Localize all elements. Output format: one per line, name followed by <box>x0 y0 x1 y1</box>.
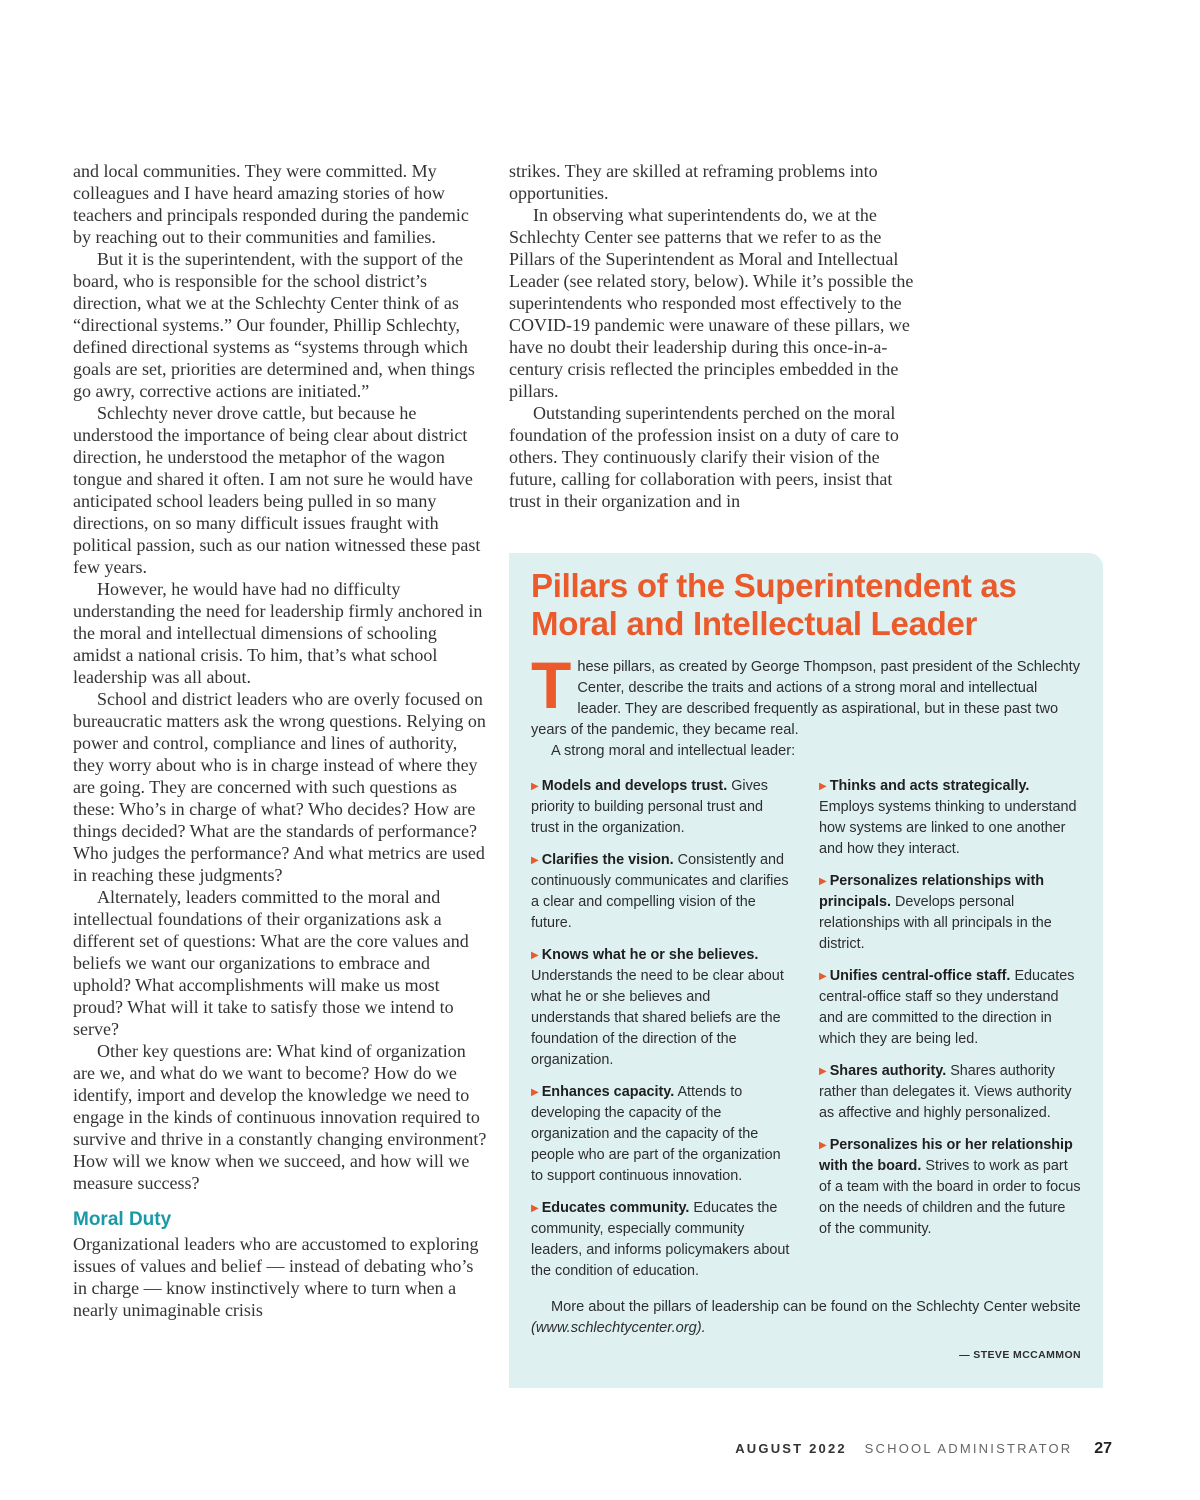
triangle-bullet-icon: ▶ <box>819 971 827 982</box>
paragraph: Alternately, leaders committed to the moral and intellectual foundations of their organizations ask a different set of questions: What are the core values and beliefs we want our organizations to embrace and uphold? What accomplishments will make us most proud? What will it take to satisfy those we intend to serve? <box>73 887 469 1039</box>
pillar-text: Employs systems thinking to understand how systems are linked to one another and how they interact. <box>819 799 1077 857</box>
paragraph: In observing what superintendents do, we at the Schlechty Center see patterns that we refer to as the Pillars of the Superintendent as Moral and Intellectual Leader (see related story, below). While it’s possible the superintendents who responded most effectively to the COVID-19 pandemic were unaware of these pillars, we have no doubt their leadership during this once-in-a-century crisis reflected the principles embedded in the pillars. <box>509 205 914 401</box>
paragraph: Schlechty never drove cattle, but because he understood the importance of being clear about district direction, he understood the metaphor of the wagon tongue and shared it often. I am not sure he would have anticipated school leaders being pulled in so many directions, on so many difficult issues fraught with political passion, such as our nation witnessed these past few years. <box>73 403 481 577</box>
paragraph: Other key questions are: What kind of organization are we, and what do we want to become? How do we identify, import and develop the knowledge we need to engage in the kinds of continuous innovation required to survive and thrive in a constantly changing environment? How will we know when we succeed, and how will we measure success? <box>73 1041 487 1193</box>
pillar-item <box>819 871 1081 955</box>
paragraph: School and district leaders who are overly focused on bureaucratic matters ask the wrong questions. Relying on power and control, compliance and lines of authority, they worry about who is in charge instead of where they are going. They are concerned with such questions as these: Who’s in charge of what? Who decides? How are things decided? What are the standards of performance? Who judges the performance? And what metrics are used in reaching these judgments? <box>73 689 486 885</box>
triangle-bullet-icon: ▶ <box>819 781 827 792</box>
paragraph: However, he would have had no difficulty understanding the need for leadership firmly anchored in the moral and intellectual dimensions of schooling amidst a national crisis. To him, that’s what school leadership was all about. <box>73 579 483 687</box>
pillar-text: Gives priority to building personal trust and trust in the organization. <box>531 778 769 836</box>
pillar-title: Personalizes his or her relationship with the board. <box>819 1137 1073 1174</box>
article-left-column <box>73 160 488 1321</box>
sidebar-lead: A strong moral and intellectual leader: <box>551 743 796 759</box>
pillar-title: Personalizes relationships with principals. <box>819 873 1045 910</box>
footer-magazine: SCHOOL ADMINISTRATOR <box>864 1441 1073 1456</box>
pillar-title: Clarifies the vision. <box>541 852 674 868</box>
website-url[interactable]: (www.schlechtycenter.org). <box>531 1320 706 1336</box>
pillar-item <box>531 1198 793 1282</box>
pillar-column-right <box>819 776 1081 1293</box>
triangle-bullet-icon: ▶ <box>819 1066 827 1077</box>
sidebar-intro-text: hese pillars, as created by George Thompson, past president of the Schlechty Center, describe the traits and actions of a strong moral and intellectual leader. They are described frequently as aspirational, but in these past two years of the pandemic, they became real. <box>531 659 1081 738</box>
pillar-text: Develops personal relationships with all principals in the district. <box>819 894 1052 952</box>
pillar-column-left <box>531 776 793 1293</box>
pillar-text: Strives to work as part of a team with the board in order to focus on the needs of children and the future of the community. <box>819 1158 1081 1237</box>
pillar-item <box>531 850 793 934</box>
sidebar-more-info <box>531 1297 1081 1339</box>
pillar-item <box>531 1082 793 1187</box>
page-footer <box>735 1440 1112 1458</box>
pillar-item <box>531 776 793 839</box>
paragraph: and local communities. They were committed. My colleagues and I have heard amazing stories of how teachers and principals responded during the pandemic by reaching out to their communities and families. <box>73 161 469 247</box>
pillar-title: Enhances capacity. <box>541 1084 675 1100</box>
dropcap: T <box>531 648 572 722</box>
sidebar-title: Pillars of the Superintendent as Moral and Intellectual Leader <box>531 567 1017 642</box>
pillar-text: Shares authority rather than delegates it. Views authority as affective and highly personalized. <box>819 1063 1072 1121</box>
pillar-title: Shares authority. <box>829 1063 947 1079</box>
triangle-bullet-icon: ▶ <box>531 950 539 961</box>
footer-issue: AUGUST 2022 <box>735 1441 847 1456</box>
triangle-bullet-icon: ▶ <box>531 1203 539 1214</box>
pillar-text: Educates the community, especially community leaders, and informs policymakers about the condition of education. <box>531 1200 790 1279</box>
article-right-column <box>509 160 927 512</box>
pillar-title: Models and develops trust. <box>541 778 728 794</box>
triangle-bullet-icon: ▶ <box>531 855 539 866</box>
pillar-text: Attends to developing the capacity of the organization and the capacity of the people who are part of the organization to support continuous innovation. <box>531 1084 781 1184</box>
paragraph: Outstanding superintendents perched on the moral foundation of the profession insist on a duty of care to others. They continuously clarify their vision of the future, calling for collaboration with peers, insist that trust in their organization and in <box>509 403 899 511</box>
sidebar-intro <box>531 648 1081 741</box>
triangle-bullet-icon: ▶ <box>819 876 827 887</box>
pillar-text: Educates central-office staff so they understand and are committed to the direction in which they are being led. <box>819 968 1075 1047</box>
pillar-columns <box>531 776 1081 1293</box>
pillar-title: Educates community. <box>541 1200 690 1216</box>
pillar-title: Thinks and acts strategically. <box>829 778 1030 794</box>
paragraph: But it is the superintendent, with the support of the board, who is responsible for the school district’s direction, what we at the Schlechty Center think of as “directional systems.” Our founder, Phillip Schlechty, defined directional systems as “systems through which goals are set, priorities are determined and, when things go awry, corrective actions are initiated.” <box>73 249 475 401</box>
pillar-item <box>819 1061 1081 1124</box>
page-number: 27 <box>1094 1440 1112 1457</box>
pillar-item <box>819 1135 1081 1240</box>
triangle-bullet-icon: ▶ <box>531 1087 539 1098</box>
byline: — STEVE MCCAMMON <box>959 1349 1081 1361</box>
pillar-text: Understands the need to be clear about what he or she believes and understands that shared beliefs are the foundation of the direction of the organization. <box>531 968 784 1068</box>
pillar-item <box>819 966 1081 1050</box>
pillar-text: Consistently and continuously communicates and clarifies a clear and compelling vision of the future. <box>531 852 789 931</box>
pillar-title: Unifies central-office staff. <box>829 968 1011 984</box>
triangle-bullet-icon: ▶ <box>819 1140 827 1151</box>
section-subhead: Moral Duty <box>73 1209 172 1230</box>
pillar-item <box>531 945 793 1071</box>
paragraph: strikes. They are skilled at reframing problems into opportunities. <box>509 161 878 203</box>
paragraph: Organizational leaders who are accustomed to exploring issues of values and belief — instead of debating who’s in charge — know instinctively where to turn when a nearly unimaginable crisis <box>73 1234 479 1320</box>
more-info-text: More about the pillars of leadership can be found on the Schlechty Center website <box>551 1299 1081 1315</box>
pillar-title: Knows what he or she believes. <box>541 947 759 963</box>
pillar-item <box>819 776 1081 860</box>
triangle-bullet-icon: ▶ <box>531 781 539 792</box>
sidebar-box <box>509 553 1103 1388</box>
